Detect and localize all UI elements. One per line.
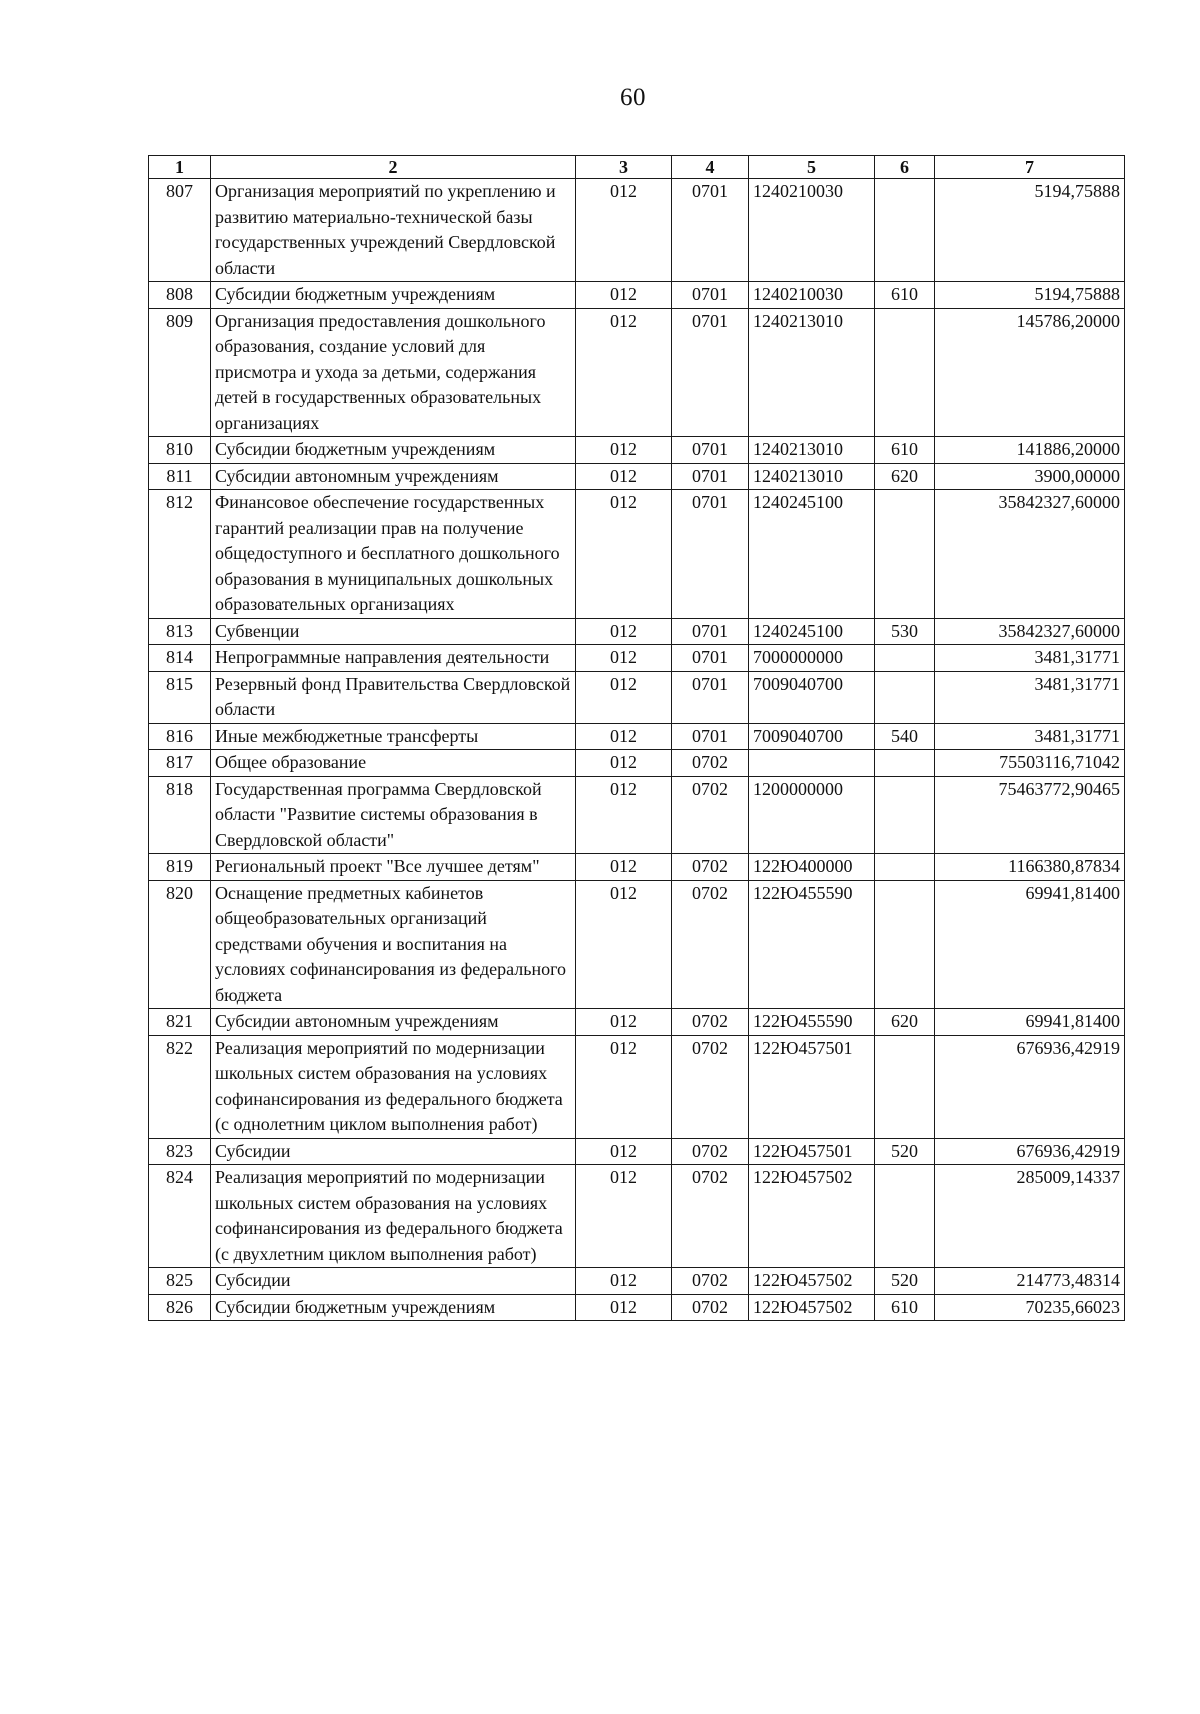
section-code-cell: 0701 [672,671,749,723]
target-article-cell: 1240210030 [749,179,875,282]
column-header: 5 [749,156,875,179]
table-row [149,854,1125,881]
expense-type-cell: 520 [875,1268,935,1295]
table-row [149,308,1125,437]
department-code-cell: 012 [576,880,672,1009]
section-code-cell: 0701 [672,308,749,437]
department-code-cell: 012 [576,776,672,854]
department-code-cell: 012 [576,1009,672,1036]
department-code-cell: 012 [576,282,672,309]
department-code-cell: 012 [576,308,672,437]
amount-cell: 285009,14337 [935,1165,1125,1268]
row-number-cell: 826 [149,1294,211,1321]
row-number-cell: 823 [149,1138,211,1165]
expense-type-cell: 620 [875,1009,935,1036]
expense-type-cell [875,671,935,723]
expense-type-cell [875,490,935,619]
column-header: 2 [211,156,576,179]
section-code-cell: 0702 [672,854,749,881]
section-code-cell: 0701 [672,618,749,645]
table-row [149,179,1125,282]
section-code-cell: 0701 [672,645,749,672]
amount-cell: 145786,20000 [935,308,1125,437]
section-code-cell: 0701 [672,282,749,309]
section-code-cell: 0701 [672,437,749,464]
amount-cell: 70235,66023 [935,1294,1125,1321]
budget-table [148,155,1125,1321]
expense-type-cell: 610 [875,282,935,309]
item-name-cell: Региональный проект "Все лучшее детям" [211,854,576,881]
department-code-cell: 012 [576,1138,672,1165]
department-code-cell: 012 [576,1165,672,1268]
row-number-cell: 812 [149,490,211,619]
item-name-cell: Оснащение предметных кабинетов общеобразовательных организаций средствами обучения и воспитания на условиях софинансирования из федерального бюджета [211,880,576,1009]
item-name-cell: Резервный фонд Правительства Свердловской области [211,671,576,723]
amount-cell: 69941,81400 [935,1009,1125,1036]
section-code-cell: 0702 [672,880,749,1009]
expense-type-cell [875,1165,935,1268]
department-code-cell: 012 [576,618,672,645]
target-article-cell: 122Ю457502 [749,1268,875,1295]
department-code-cell: 012 [576,750,672,777]
amount-cell: 75503116,71042 [935,750,1125,777]
column-header: 6 [875,156,935,179]
item-name-cell: Субсидии [211,1268,576,1295]
item-name-cell: Общее образование [211,750,576,777]
expense-type-cell [875,880,935,1009]
department-code-cell: 012 [576,671,672,723]
table-row [149,463,1125,490]
section-code-cell: 0702 [672,750,749,777]
row-number-cell: 808 [149,282,211,309]
target-article-cell: 122Ю455590 [749,1009,875,1036]
table-row [149,1009,1125,1036]
item-name-cell: Организация предоставления дошкольного образования, создание условий для присмотра и ухода за детьми, содержания детей в государственных образовательных организациях [211,308,576,437]
column-header: 3 [576,156,672,179]
item-name-cell: Непрограммные направления деятельности [211,645,576,672]
department-code-cell: 012 [576,723,672,750]
department-code-cell: 012 [576,854,672,881]
table-row [149,880,1125,1009]
target-article-cell: 1200000000 [749,776,875,854]
department-code-cell: 012 [576,437,672,464]
table-row [149,1035,1125,1138]
item-name-cell: Субсидии автономным учреждениям [211,463,576,490]
target-article-cell: 122Ю457501 [749,1138,875,1165]
row-number-cell: 807 [149,179,211,282]
section-code-cell: 0701 [672,179,749,282]
amount-cell: 75463772,90465 [935,776,1125,854]
amount-cell: 35842327,60000 [935,618,1125,645]
amount-cell: 3481,31771 [935,723,1125,750]
section-code-cell: 0702 [672,776,749,854]
item-name-cell: Иные межбюджетные трансферты [211,723,576,750]
expense-type-cell [875,1035,935,1138]
item-name-cell: Субсидии бюджетным учреждениям [211,1294,576,1321]
expense-type-cell [875,645,935,672]
target-article-cell: 1240213010 [749,463,875,490]
table-row [149,671,1125,723]
department-code-cell: 012 [576,179,672,282]
table-header-row [149,156,1125,179]
section-code-cell: 0702 [672,1294,749,1321]
page-number: 60 [620,84,646,111]
table-row [149,645,1125,672]
expense-type-cell: 620 [875,463,935,490]
target-article-cell: 7009040700 [749,723,875,750]
section-code-cell: 0701 [672,490,749,619]
table-row [149,618,1125,645]
table-row [149,776,1125,854]
table-row [149,1268,1125,1295]
target-article-cell: 1240245100 [749,490,875,619]
item-name-cell: Субсидии автономным учреждениям [211,1009,576,1036]
target-article-cell: 122Ю400000 [749,854,875,881]
row-number-cell: 811 [149,463,211,490]
table-row [149,723,1125,750]
row-number-cell: 821 [149,1009,211,1036]
target-article-cell: 122Ю457502 [749,1294,875,1321]
row-number-cell: 816 [149,723,211,750]
amount-cell: 141886,20000 [935,437,1125,464]
department-code-cell: 012 [576,1035,672,1138]
column-header: 7 [935,156,1125,179]
row-number-cell: 820 [149,880,211,1009]
amount-cell: 676936,42919 [935,1035,1125,1138]
row-number-cell: 814 [149,645,211,672]
target-article-cell: 1240213010 [749,437,875,464]
item-name-cell: Организация мероприятий по укреплению и развитию материально-технической базы государственных учреждений Свердловской области [211,179,576,282]
column-header: 1 [149,156,211,179]
row-number-cell: 817 [149,750,211,777]
row-number-cell: 818 [149,776,211,854]
section-code-cell: 0701 [672,463,749,490]
expense-type-cell [875,776,935,854]
expense-type-cell: 610 [875,1294,935,1321]
expense-type-cell: 610 [875,437,935,464]
row-number-cell: 813 [149,618,211,645]
expense-type-cell: 520 [875,1138,935,1165]
item-name-cell: Субсидии [211,1138,576,1165]
section-code-cell: 0702 [672,1035,749,1138]
row-number-cell: 809 [149,308,211,437]
amount-cell: 676936,42919 [935,1138,1125,1165]
table-row [149,1294,1125,1321]
amount-cell: 69941,81400 [935,880,1125,1009]
expense-type-cell: 540 [875,723,935,750]
section-code-cell: 0702 [672,1165,749,1268]
expense-type-cell [875,854,935,881]
section-code-cell: 0702 [672,1009,749,1036]
section-code-cell: 0701 [672,723,749,750]
row-number-cell: 810 [149,437,211,464]
expense-type-cell [875,750,935,777]
target-article-cell: 7009040700 [749,671,875,723]
target-article-cell: 122Ю457501 [749,1035,875,1138]
amount-cell: 3481,31771 [935,671,1125,723]
item-name-cell: Финансовое обеспечение государственных гарантий реализации прав на получение общедоступного и бесплатного дошкольного образования в муниципальных дошкольных образовательных организациях [211,490,576,619]
row-number-cell: 822 [149,1035,211,1138]
item-name-cell: Субсидии бюджетным учреждениям [211,437,576,464]
table-row [149,490,1125,619]
section-code-cell: 0702 [672,1138,749,1165]
target-article-cell [749,750,875,777]
row-number-cell: 819 [149,854,211,881]
target-article-cell: 122Ю457502 [749,1165,875,1268]
table-row [149,1165,1125,1268]
item-name-cell: Реализация мероприятий по модернизации школьных систем образования на условиях софинансирования из федерального бюджета (с двухлетним циклом выполнения работ) [211,1165,576,1268]
department-code-cell: 012 [576,1294,672,1321]
item-name-cell: Реализация мероприятий по модернизации школьных систем образования на условиях софинансирования из федерального бюджета (с однолетним циклом выполнения работ) [211,1035,576,1138]
expense-type-cell [875,179,935,282]
target-article-cell: 7000000000 [749,645,875,672]
amount-cell: 35842327,60000 [935,490,1125,619]
target-article-cell: 122Ю455590 [749,880,875,1009]
amount-cell: 5194,75888 [935,282,1125,309]
department-code-cell: 012 [576,645,672,672]
item-name-cell: Субвенции [211,618,576,645]
section-code-cell: 0702 [672,1268,749,1295]
row-number-cell: 815 [149,671,211,723]
row-number-cell: 824 [149,1165,211,1268]
amount-cell: 5194,75888 [935,179,1125,282]
department-code-cell: 012 [576,490,672,619]
item-name-cell: Субсидии бюджетным учреждениям [211,282,576,309]
amount-cell: 3481,31771 [935,645,1125,672]
row-number-cell: 825 [149,1268,211,1295]
expense-type-cell [875,308,935,437]
department-code-cell: 012 [576,1268,672,1295]
amount-cell: 214773,48314 [935,1268,1125,1295]
table-row [149,282,1125,309]
target-article-cell: 1240245100 [749,618,875,645]
column-header: 4 [672,156,749,179]
amount-cell: 1166380,87834 [935,854,1125,881]
table-row [149,437,1125,464]
target-article-cell: 1240210030 [749,282,875,309]
table-row [149,1138,1125,1165]
expense-type-cell: 530 [875,618,935,645]
amount-cell: 3900,00000 [935,463,1125,490]
department-code-cell: 012 [576,463,672,490]
table-row [149,750,1125,777]
item-name-cell: Государственная программа Свердловской области "Развитие системы образования в Свердловской области" [211,776,576,854]
target-article-cell: 1240213010 [749,308,875,437]
